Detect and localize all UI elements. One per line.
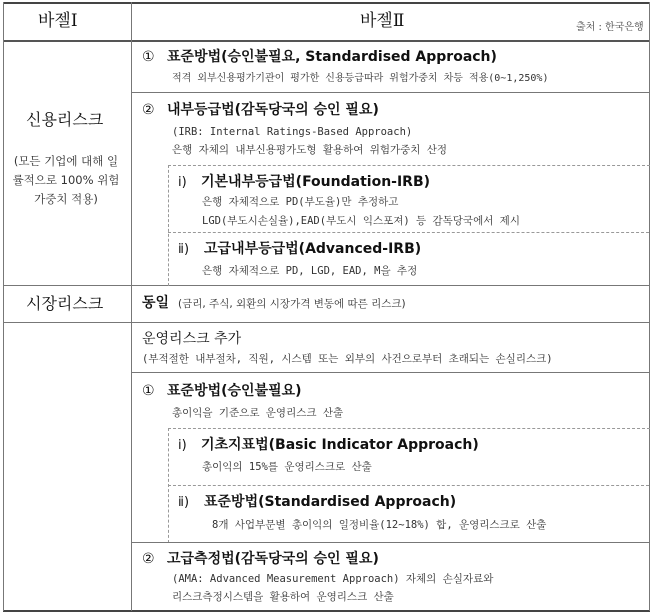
basel1-credit-note: (모든 기업에 대해 일률적으로 100% 위험가중치 적용) (12, 154, 120, 206)
bia-number: ⅰ) (178, 438, 187, 453)
op-standard-title: 표준방법(승인불필요) (167, 383, 302, 399)
sa-title: 표준방법(Standardised Approach) (204, 494, 457, 510)
op-standard-number: ① (142, 383, 155, 399)
credit-irb-desc-1: (IRB: Internal Ratings-Based Approach) (172, 126, 413, 138)
credit-standard-number: ① (142, 49, 155, 65)
credit-standard-desc: 적격 외부신용평가기관이 평가한 신용등급따라 위험가중치 차등 적용(0~1,250%) (172, 73, 549, 84)
sa-number: ⅱ) (178, 495, 190, 510)
firb-desc-1: 은행 자체적으로 PD(부도율)만 추정하고 (202, 196, 399, 208)
credit-standard-divider (131, 92, 650, 93)
operational-risk-title: 운영리스크 추가 (142, 331, 242, 347)
credit-risk-category: 신용리스크 (26, 110, 104, 129)
header-basel1: 바젤Ⅰ (38, 11, 78, 31)
firb-number: ⅰ) (178, 175, 187, 190)
ama-number: ② (142, 551, 155, 567)
credit-irb-desc-2: 은행 자체의 내부신용평가도형 활용하여 위험가중치 산정 (172, 144, 448, 156)
bia-desc: 총이익의 15%를 운영리스크로 산출 (202, 461, 372, 473)
source-label: 출처 : 한국은행 (576, 22, 644, 33)
market-risk-title: 동일 (142, 295, 170, 311)
airb-number: ⅱ) (178, 242, 190, 257)
firb-desc-2: LGD(부도시손실율),EAD(부도시 익스포져) 등 감독당국에서 제시 (202, 215, 520, 227)
ama-desc-1: (AMA: Advanced Measurement Approach) 자체의 손실자료와 (172, 573, 494, 585)
market-row-bottom-border (3, 322, 650, 323)
op-standard-desc: 총이익을 기준으로 운영리스크 산출 (172, 407, 344, 419)
table-top-border (3, 2, 650, 4)
op-intro-divider (131, 372, 650, 373)
bia-divider (168, 485, 649, 486)
airb-desc: 은행 자체적으로 PD, LGD, EAD, M을 추정 (202, 265, 418, 277)
operational-risk-desc: (부적절한 내부절차, 직원, 시스템 또는 외부의 사건으로부터 초래되는 손실리스크) (142, 353, 553, 365)
op-standard-bottom-divider (131, 542, 650, 543)
credit-irb-number: ② (142, 102, 155, 118)
firb-divider (168, 232, 649, 233)
table-left-border (3, 2, 4, 611)
credit-irb-title: 내부등급법(감독당국의 승인 필요) (167, 102, 379, 118)
ama-desc-2: 리스크측정시스템을 활용하여 운영리스크 산출 (172, 591, 394, 603)
firb-title: 기본내부등급법(Foundation-IRB) (201, 174, 431, 190)
ama-title: 고급측정법(감독당국의 승인 필요) (167, 551, 379, 567)
sa-desc: 8개 사업부문별 총이익의 일정비율(12~18%) 합, 운영리스크로 산출 (212, 519, 547, 531)
market-risk-desc: (금리, 주식, 외환의 시장가격 변동에 따른 리스크) (178, 298, 406, 310)
table-bottom-border (3, 610, 650, 612)
bia-title: 기초지표법(Basic Indicator Approach) (201, 437, 479, 453)
airb-title: 고급내부등급법(Advanced-IRB) (204, 241, 422, 257)
credit-standard-title: 표준방법(승인불필요, Standardised Approach) (167, 49, 497, 65)
header-bottom-border (3, 40, 650, 42)
header-basel2: 바젤Ⅱ (360, 11, 405, 31)
column-divider (131, 2, 132, 611)
market-risk-category: 시장리스크 (26, 294, 104, 313)
